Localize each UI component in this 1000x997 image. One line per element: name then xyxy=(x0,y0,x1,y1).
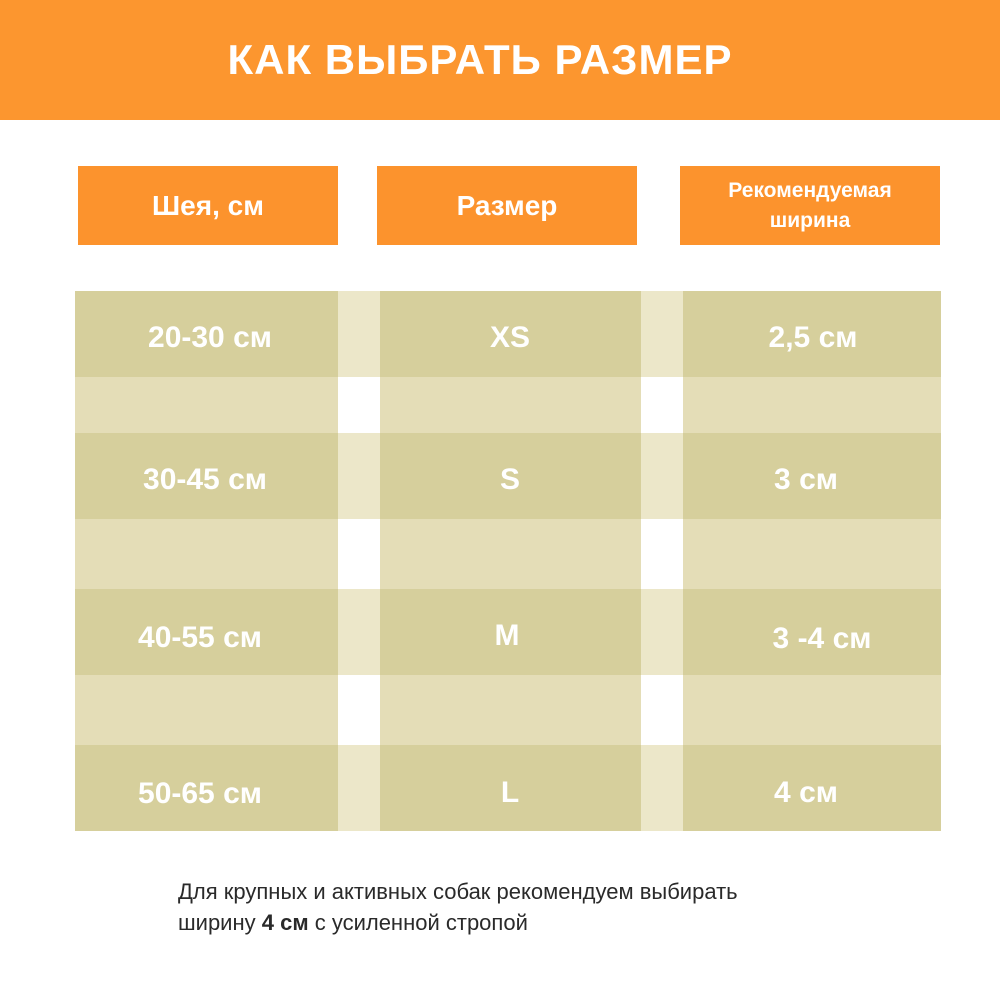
title-banner xyxy=(0,0,1000,120)
column-header-size: Размер xyxy=(377,166,637,245)
width-cell: 4 см xyxy=(774,776,838,809)
note-line-1: Для крупных и активных собак рекомендуем выбирать xyxy=(178,879,738,904)
neck-cell: 30-45 см xyxy=(143,463,267,496)
neck-cell: 50-65 см xyxy=(138,777,262,810)
column-header-width-label: Рекомендуемая ширина xyxy=(728,178,892,232)
column-header-neck: Шея, см xyxy=(78,166,338,245)
size-cell: S xyxy=(499,463,520,496)
table-spacer-band xyxy=(75,377,941,433)
size-cell: XS xyxy=(489,321,531,354)
size-table xyxy=(75,291,941,831)
neck-cell: 40-55 см xyxy=(138,621,262,654)
note-highlight: 4 см xyxy=(261,910,309,935)
size-cell: L xyxy=(500,776,520,809)
page-title: КАК ВЫБРАТЬ РАЗМЕР xyxy=(227,36,733,83)
width-cell: 3 -4 см xyxy=(772,622,872,655)
recommendation-note xyxy=(178,876,878,938)
neck-cell: 20-30 см xyxy=(148,321,272,354)
width-cell: 2,5 см xyxy=(768,321,858,354)
table-spacer-band xyxy=(75,519,941,589)
table-spacer-band xyxy=(75,675,941,745)
size-cell: M xyxy=(494,619,520,652)
column-header-width xyxy=(680,166,940,245)
width-cell: 3 см xyxy=(774,463,838,496)
note-line-2 xyxy=(178,907,878,938)
note-line-2-prefix: ширину xyxy=(178,910,262,935)
note-line-2-suffix: с усиленной стропой xyxy=(308,910,528,935)
